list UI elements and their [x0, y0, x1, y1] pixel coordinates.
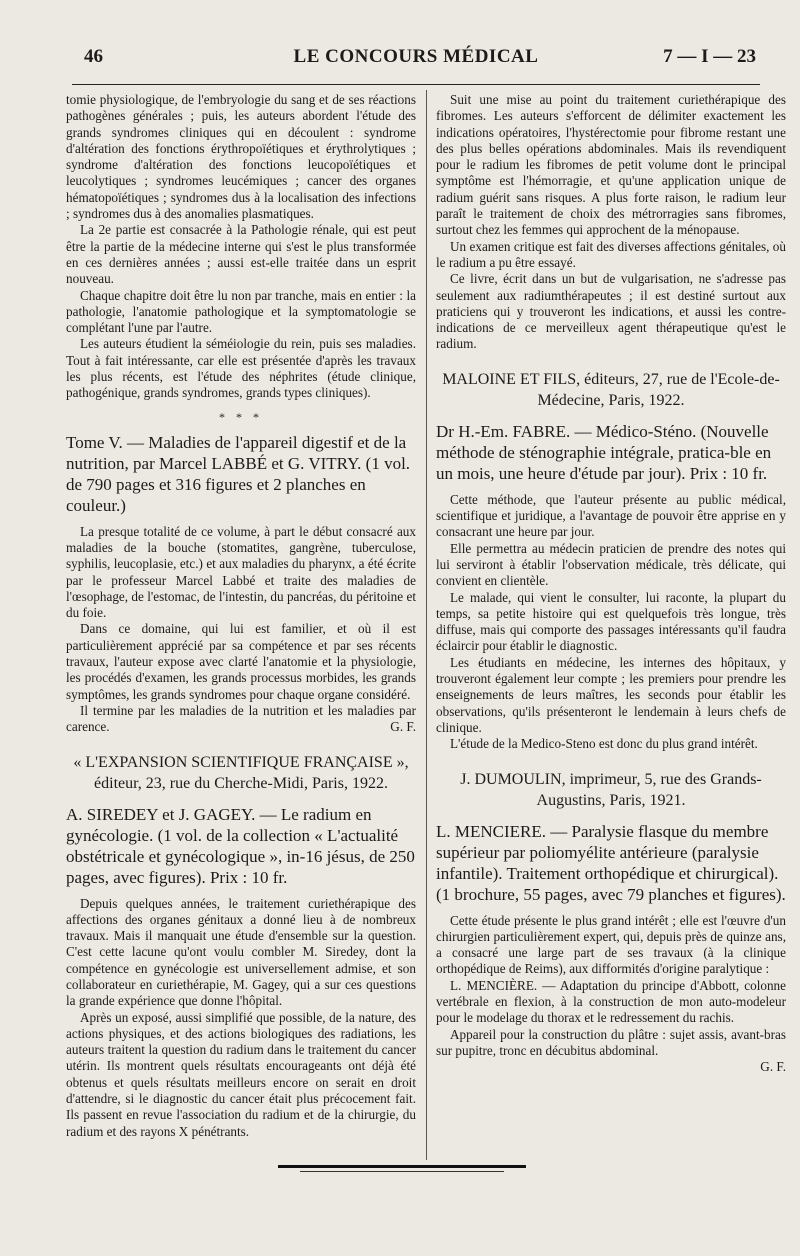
siredey-heading: A. SIREDEY et J. GAGEY. — Le radium en gynécologie. (1 vol. de la collection « L'actualité obstétricale et gynécologique », in-16 jésus, de 250 pages, avec figures). Prix : 10 fr.: [66, 804, 415, 887]
page-header: [72, 46, 760, 76]
right-paragraph-1: Suit une mise au point du traitement curiethérapique des fibromes. Les auteurs s'efforcent de délimiter exactement les indications opératoires, l'hystérectomie pour fibrome restant une des plus belles opérations abdominales. Mais ils revendiquent pour le radium les fibromes de petit volume dont le principal symptôme est l'hémorragie, et qu'une application unique de radium guérit sans risques. A plus forte raison, le radium leur paraît le traitement de choix des métrorragies sans fibromes, surtout chez les femmes qui approchent de la ménopause.: [436, 92, 786, 238]
right-paragraph-10: L. MENCIÈRE. — Adaptation du principe d'Abbott, colonne vertébrale en flexion, à la construction de mon auto-modeleur pour le modelage du thorax et le redressement du rachis.: [436, 977, 786, 1026]
publisher-maloine: MALOINE ET FILS, éditeurs, 27, rue de l'Ecole-de-Médecine, Paris, 1922.: [442, 370, 780, 409]
journal-title: LE CONCOURS MÉDICAL: [293, 46, 539, 67]
right-paragraph-6: Le malade, qui vient le consulter, lui raconte, la plupart du temps, sa petite histoire qui est quelquefois très longue, très diffuse, mais qui comporte des passages intéressants qu'il faudra éclaircir pour établir le diagnostic.: [436, 589, 786, 654]
fabre-heading: Dr H.-Em. FABRE. — Médico-Sténo. (Nouvelle méthode de sténographie intégrale, pratica-ble en un mois, une heure d'étude par jour). Prix : 10 fr.: [436, 421, 772, 483]
footer-rule-thin: [300, 1171, 504, 1172]
issue-date: 7 — I — 23: [663, 46, 756, 67]
left-paragraph-8: Depuis quelques années, le traitement curiethérapique des affections des organes génitaux a donné lieu à de nombreux travaux. Mais il manquait une étude d'ensemble sur la question. C'est cette lacune qu'ont voulu combler M. Siredey, dont la compétence en gynécologie est universellement admise, et son collaborateur en curiethérapie, M. Gagey, qui a sur ces questions la grande expérience que donne l'hôpital.: [66, 895, 416, 1009]
right-column: [436, 92, 786, 1075]
left-paragraph-6: Dans ce domaine, qui lui est familier, et où il est particulièrement apprécié par sa compétence et par ses récents travaux, l'auteur expose avec clarté l'anatomie et la physiologie, les procédés d'examen, les grands processus morbides, les grands symptômes, les grands syndromes pour chaque organe considéré.: [66, 621, 416, 702]
left-column: [66, 92, 416, 1140]
left-paragraph-3: Chaque chapitre doit être lu non par tranche, mais en entier : la pathologie, l'anatomie pathologique et la symptomatologie se complétant l'une par l'autre.: [66, 287, 416, 336]
left-paragraph-5: La presque totalité de ce volume, à part le début consacré aux maladies de la bouche (stomatites, gangrène, tuberculose, syphilis, leucoplasie, etc.) et aux maladies du pharynx, a été écrite par le professeur Marcel Labbé et traite des maladies de l'œsophage, de l'estomac, de l'intestin, du pancréas, du péritoine et du foie.: [66, 523, 416, 621]
signature: G. F.: [390, 719, 416, 735]
left-paragraph-7: [66, 703, 416, 736]
publisher-dumoulin: J. DUMOULIN, imprimeur, 5, rue des Grands-Augustins, Paris, 1921.: [460, 770, 762, 809]
right-paragraph-2: Un examen critique est fait des diverses affections génitales, où le radium a pu être essayé.: [436, 238, 786, 270]
right-paragraph-3: Ce livre, écrit dans un but de vulgarisation, ne s'adresse pas seulement aux radiumthérapeutes ; il est destiné surtout aux praticiens qui y trouveront les indications, et aussi les contre-indications de ce merveilleux agent thérapeutique qu'est le radium.: [436, 271, 786, 352]
right-paragraph-7: Les étudiants en médecine, les internes des hôpitaux, y trouveront également leur compte ; les premiers pour prendre les enseignements de leurs maîtres, les seconds pour établir les observations, qu'ils présenteront le lendemain à leurs chefs de clinique.: [436, 654, 786, 735]
publisher-expansion: « L'EXPANSION SCIENTIFIQUE FRANÇAISE », éditeur, 23, rue du Cherche-Midi, Paris, 1922.: [73, 753, 409, 792]
right-paragraph-5: Elle permettra au médecin praticien de prendre des notes qui lui serviront à établir l'observation médicale, très délicate, qui convient en clientèle.: [436, 540, 786, 589]
page-number: 46: [84, 46, 103, 67]
left-paragraph-9: Après un exposé, aussi simplifié que possible, de la nature, des actions physiques, et des actions biologiques des radiations, les auteurs traitent la question du radium dans le traitement du cancer utérin. Ils montrent quels résultats encourageants ont déjà été obtenus et quels résultats meilleurs encore on serait en droit d'attendre, si le diagnostic du cancer était plus précocement fait. Ils passent en revue l'association du radium et de la chirurgie, du radium et des rayons X pénétrants.: [66, 1009, 416, 1139]
right-paragraph-4: Cette méthode, que l'auteur présente au public médical, scientifique et juridique, a l'avantage de pouvoir être apprise en y consacrant une heure par jour.: [436, 491, 786, 540]
left-paragraph-2: La 2e partie est consacrée à la Pathologie rénale, qui est peut être la partie de la médecine interne qui s'est le plus transformée en ces dernières années ; aussi est-elle traitée dans un esprit nouveau.: [66, 222, 416, 287]
header-rule: [72, 84, 760, 85]
left-paragraph-7-text: Il termine par les maladies de la nutrition et les maladies par carence.: [66, 702, 416, 735]
right-paragraph-8: L'étude de la Medico-Steno est donc du plus grand intérêt.: [450, 736, 758, 752]
right-paragraph-11: Appareil pour la construction du plâtre : sujet assis, avant-bras sur pupitre, tronc en décubitus abdominal.: [436, 1026, 786, 1058]
tome-v-heading: Tome V. — Maladies de l'appareil digestif et de la nutrition, par Marcel LABBÉ et G. VITRY. (1 vol. de 790 pages et 316 figures et 2 planches en couleur.): [66, 432, 411, 515]
right-paragraph-9: Cette étude présente le plus grand intérêt ; elle est l'œuvre d'un chirurgien particulièrement expert, qui, depuis près de quinze ans, a consacré une large part de ses travaux (à la clinique orthopédique de Reims), aux difformités d'origine paralytique :: [436, 912, 786, 977]
footer-rule-thick: [278, 1165, 526, 1168]
left-paragraph-1: tomie physiologique, de l'embryologie du sang et de ses réactions pathogènes générales ; puis, les auteurs abordent l'étude des grands syndromes cliniques qui en découlent : syndrome d'altération des fonctions érythropoïétiques et érythrolytiques ; syndrome d'altération des fonctions leucopoïétiques et leucolytiques ; syndromes leucémiques ; cancer des organes hématopoïétiques ; syndromes dus à la localisation des infections ; syndromes dus à des anomalies plasmatiques.: [66, 92, 416, 222]
right-signature: G. F.: [760, 1059, 786, 1075]
column-divider: [426, 90, 427, 1160]
left-paragraph-4: Les auteurs étudient la séméiologie du rein, puis ses maladies. Tout à fait intéressante, car elle est présentée d'après les travaux les plus récents, est l'étude des néphrites (étude clinique, pathogénique, grands syndromes, grands types cliniques).: [66, 336, 416, 401]
menciere-heading: L. MENCIERE. — Paralysie flasque du membre supérieur par poliomyélite antérieure (paralysie infantile). Traitement orthopédique et chirurgical). (1 brochure, 55 pages, avec 79 planches et figures).: [436, 821, 786, 904]
section-separator: * * *: [219, 409, 263, 424]
